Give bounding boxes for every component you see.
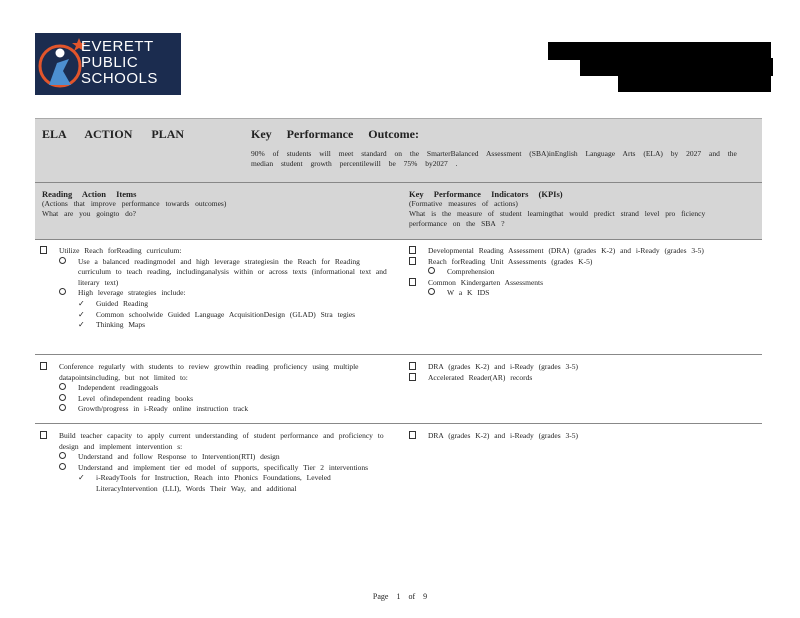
checkmark-bullet-icon: ✓ <box>78 320 85 330</box>
left-column-sub2: What are you goingto do? <box>42 209 136 218</box>
list-item-text: Utilize Reach forReading curriculum: <box>59 246 182 255</box>
kpo-outcome-text: 90% of students will meet standard on the SmarterBalanced Assessment (SBA)inEnglish Language Arts (ELA) by 2027 and the median student growth percentilewill be 75% by2027 . <box>251 149 737 168</box>
list-item <box>40 404 390 415</box>
checkmark-bullet-icon: ✓ <box>78 298 85 308</box>
square-bullet-icon <box>409 373 416 385</box>
list-item-text: Developmental Reading Assessment (DRA) (grades K-2) and i-Ready (grades 3-5) <box>428 246 704 255</box>
list-item <box>40 310 390 321</box>
list-item <box>40 288 390 299</box>
list-item-text: Build teacher capacity to apply current understanding of student performance and proficiency to design and implement intervention s: <box>59 431 384 451</box>
circle-bullet-icon <box>428 267 435 278</box>
list-item <box>40 257 390 289</box>
list-item <box>409 278 749 289</box>
list-item <box>409 373 749 384</box>
list-item <box>40 383 390 394</box>
list-item <box>40 473 390 494</box>
list-item-text: Level ofindependent reading books <box>78 393 194 403</box>
left-column-header <box>42 189 372 219</box>
list-item-text: Conference regularly with students to review growthin reading proficiency using multiple datapointsincluding, but not limited to: <box>59 362 359 382</box>
right-column-heading: Key Performance Indicators (KPIs) <box>409 189 563 199</box>
list-item-text: High leverage strategies include: <box>78 288 186 298</box>
list-item <box>40 452 390 463</box>
list-item-text: Accelerated Reader(AR) records <box>428 372 533 382</box>
circle-bullet-icon <box>59 452 66 463</box>
list-item-text: Use a balanced readingmodel and high leverage strategiesin the Reach for Reading curriculum to teach reading, includinganalysis within or across texts (informational text and literary text) <box>78 256 387 287</box>
list-item-text: Independent readinggoals <box>78 383 159 393</box>
list-item <box>40 320 390 331</box>
list-item <box>409 288 749 299</box>
square-bullet-icon <box>40 431 47 443</box>
circle-bullet-icon <box>428 288 435 299</box>
logo-line-3: SCHOOLS <box>81 70 158 87</box>
kpi-cell <box>409 431 749 442</box>
action-items-cell <box>40 246 390 331</box>
list-item-text: Comprehension <box>447 267 495 277</box>
plan-title-band <box>35 118 762 183</box>
kpi-cell <box>409 362 749 383</box>
table-row <box>35 425 762 525</box>
list-item-text: Understand and implement tier ed model of supports, specifically Tier 2 interventions <box>78 462 369 472</box>
list-item <box>40 246 390 257</box>
list-item-text: Understand and follow Response to Intervention(RTI) design <box>78 452 280 462</box>
circle-bullet-icon <box>59 404 66 415</box>
list-item-text: Growth/progress in i-Ready online instruction track <box>78 404 249 414</box>
list-item-text: DRA (grades K-2) and i-Ready (grades 3-5) <box>428 431 579 440</box>
circle-bullet-icon <box>59 288 66 299</box>
list-item <box>40 299 390 310</box>
checkmark-bullet-icon: ✓ <box>78 309 85 319</box>
left-column-heading: Reading Action Items <box>42 189 137 199</box>
list-item <box>40 463 390 474</box>
table-row <box>35 240 762 355</box>
redacted-block <box>618 74 771 92</box>
list-item-text: DRA (grades K-2) and i-Ready (grades 3-5) <box>428 362 579 371</box>
table-row <box>35 356 762 424</box>
list-item <box>409 267 749 278</box>
list-item-text: W a K IDS <box>447 288 490 298</box>
list-item <box>409 257 749 268</box>
right-column-header <box>409 189 749 229</box>
list-item <box>409 362 749 373</box>
list-item <box>40 431 390 452</box>
circle-bullet-icon <box>59 463 66 474</box>
action-items-cell <box>40 431 390 495</box>
list-item-text: i-ReadyTools for Instruction, Reach into Phonics Foundations, Leveled LiteracyIntervention (LLI), Words Their Way, and additional <box>96 473 331 493</box>
right-column-sub1: (Formative measures of actions) <box>409 199 518 208</box>
list-item <box>409 246 749 257</box>
district-logo <box>35 33 181 95</box>
list-item-text: Common Kindergarten Assessments <box>428 277 544 287</box>
circle-bullet-icon <box>59 394 66 405</box>
list-item <box>409 431 749 442</box>
list-item-text: Reach forReading Unit Assessments (grades K-5) <box>428 256 593 266</box>
list-item <box>40 394 390 405</box>
logo-line-2: PUBLIC <box>81 54 139 71</box>
circle-bullet-icon <box>59 383 66 394</box>
right-column-sub2: What is the measure of student learningthat would predict strand level pro ficiency performance on the SBA ? <box>409 209 706 228</box>
list-item <box>40 362 390 383</box>
column-header-row <box>35 182 762 240</box>
action-items-cell <box>40 362 390 415</box>
list-item-text: Thinking Maps <box>96 320 146 330</box>
circle-bullet-icon <box>59 257 66 268</box>
kpo-label: Key Performance Outcome: <box>251 127 419 141</box>
square-bullet-icon <box>40 362 47 374</box>
square-bullet-icon <box>409 431 416 443</box>
checkmark-bullet-icon: ✓ <box>78 473 85 483</box>
logo-line-1: EVERETT <box>81 38 154 55</box>
left-column-sub1: (Actions that improve performance towards outcomes) <box>42 199 227 208</box>
plan-title: ELA ACTION PLAN <box>42 127 185 141</box>
logo-wordmark <box>81 39 158 87</box>
list-item-text: Guided Reading <box>96 298 148 308</box>
page-number: Page 1 of 9 <box>372 592 428 601</box>
list-item-text: Common schoolwide Guided Language AcquisitionDesign (GLAD) Stra tegies <box>96 309 356 319</box>
kpi-cell <box>409 246 749 299</box>
